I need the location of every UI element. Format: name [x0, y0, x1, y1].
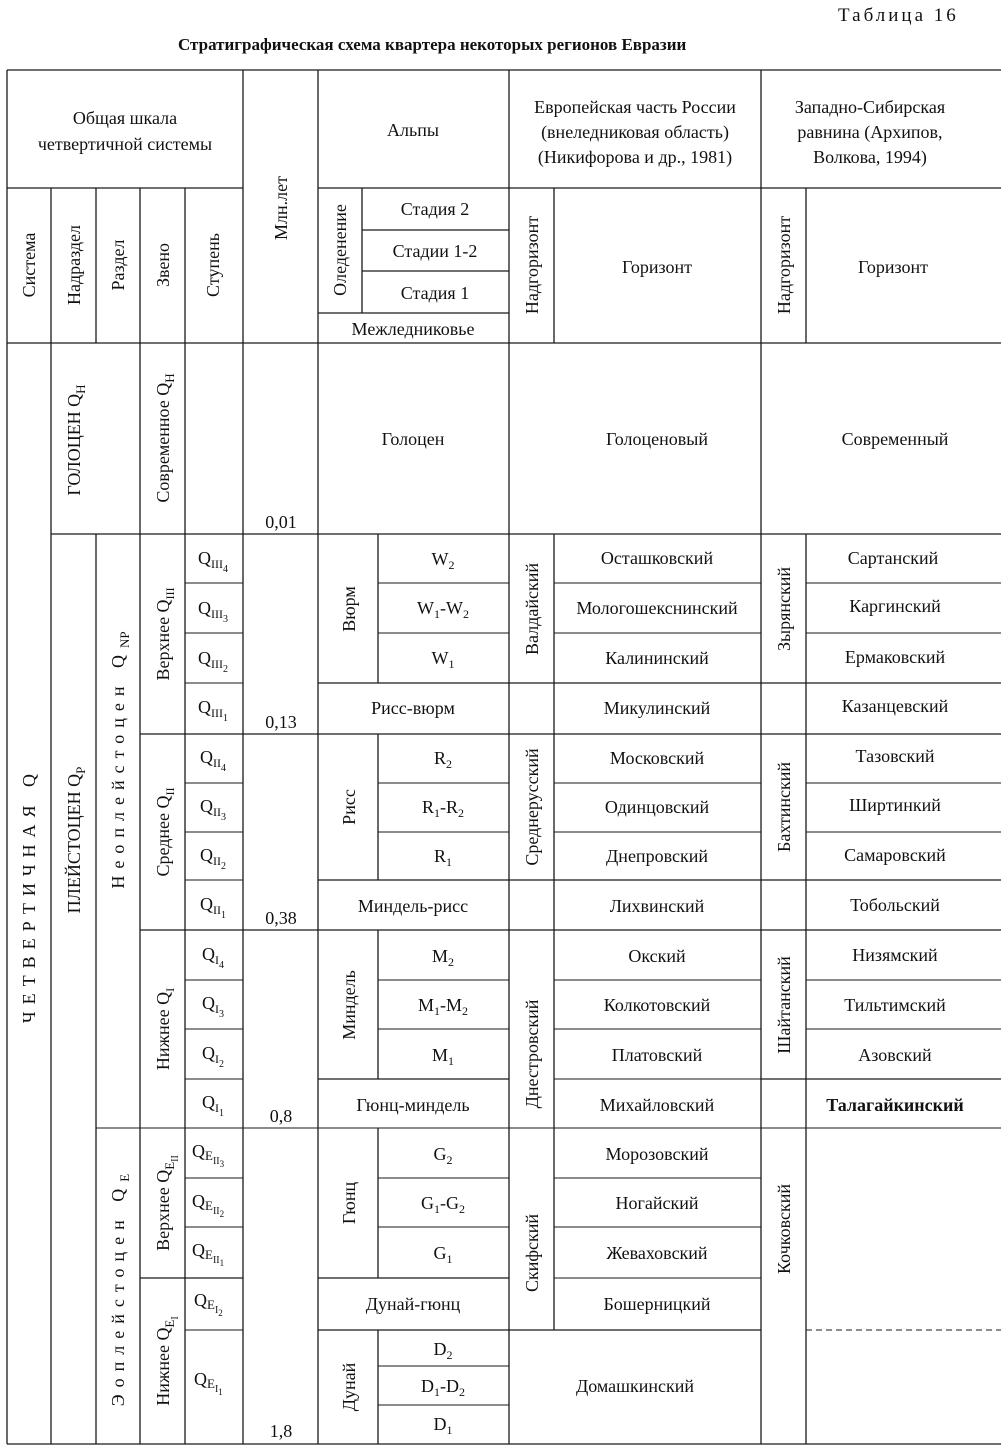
header-general-scale-line1: Общая шкала — [72, 108, 178, 128]
alps-g1: $G_1$ — [433, 1243, 453, 1266]
europe-h-1: Осташковский — [600, 548, 714, 568]
alps-w1: $W_1$ — [431, 648, 455, 671]
header-interglacial: Межледниковье — [351, 319, 475, 339]
alps-m1-m2: $M_1-M_2$ — [417, 995, 469, 1018]
europe-h-15: Жеваховский — [606, 1243, 708, 1263]
wsib-supra-shaitansky: Шайтанский — [774, 956, 794, 1054]
stage-qeii3: $QE_{II}3$ — [192, 1141, 225, 1169]
wsib-h-6: Ширтинкий — [849, 795, 941, 815]
header-glaciation: Оледенение — [330, 204, 350, 296]
system-quaternary: ЧЕТВЕРТИЧНАЯ Q — [19, 766, 39, 1024]
europe-h-7: Днепровский — [606, 846, 708, 866]
wsib-supra-kochkovsky: Кочковский — [774, 1184, 794, 1274]
header-wsib-line1: Западно-Сибирская — [794, 97, 946, 117]
header-myr: Млн.лет — [271, 176, 291, 240]
alps-d1-d2: $D_1-D_2$ — [421, 1376, 465, 1399]
alps-r1-r2: $R_1-R_2$ — [421, 797, 465, 820]
header-link: Звено — [153, 242, 173, 288]
europe-supra-srednerussky: Среднерусский — [522, 748, 542, 866]
alps-riss: Рисс — [339, 789, 359, 825]
header-stage: Ступень — [203, 233, 223, 297]
stage-qeii2: $QE_{II}2$ — [192, 1191, 225, 1219]
header-europe-line1: Европейская часть России — [534, 97, 736, 117]
header-stage-1-2: Стадии 1-2 — [392, 241, 478, 261]
stage-qiii4: $Q_{III4}$ — [198, 548, 228, 575]
header-europe-line2: (внеледниковая область) — [541, 122, 729, 142]
europe-supra-dnestrovsky: Днестровский — [522, 999, 542, 1109]
table-caption: Таблица 16 — [838, 5, 959, 26]
europe-h-6: Одинцовский — [604, 797, 710, 817]
stage-qei1: $QE_I1$ — [194, 1369, 223, 1397]
age-0-13: 0,13 — [265, 712, 297, 732]
link-middle: Среднее $Q_{II}$ — [153, 787, 177, 877]
wsib-h-0: Современный — [841, 429, 949, 449]
alps-r2: $R_2$ — [433, 748, 453, 771]
wsib-h-9: Низямский — [852, 945, 938, 965]
wsib-h-12: Талагайкинский — [826, 1095, 964, 1115]
header-stage-1: Стадия 1 — [400, 283, 470, 303]
stage-column — [192, 548, 228, 1397]
alps-w1-w2: $W_1-W_2$ — [417, 598, 469, 621]
wsib-h-2: Каргинский — [849, 596, 941, 616]
europe-h-13: Морозовский — [605, 1144, 709, 1164]
stage-qiii2: $Q_{III2}$ — [198, 648, 228, 675]
europe-supra-valdai: Валдайский — [522, 563, 542, 655]
alps-danube: Дунай — [339, 1362, 359, 1412]
alps-g1-g2: $G_1-G_2$ — [421, 1193, 465, 1216]
header-supersection: Надраздел — [64, 224, 84, 306]
europe-h-4: Микулинский — [603, 698, 711, 718]
table-title: Стратиграфическая схема квартера некоторых регионов Евразии — [178, 35, 687, 54]
alps-mindel-riss: Миндель-рисс — [357, 896, 469, 916]
stage-qii3: $Q_{II3}$ — [200, 796, 226, 823]
wsib-h-11: Азовский — [858, 1045, 932, 1065]
europe-h-0: Голоценовый — [605, 429, 709, 449]
header-stage-2: Стадия 2 — [400, 199, 470, 219]
stage-qii1: $Q_{II1}$ — [200, 894, 226, 921]
wsib-h-7: Самаровский — [844, 845, 946, 865]
wsib-h-10: Тильтимский — [844, 995, 946, 1015]
europe-h-9: Окский — [628, 946, 686, 966]
age-0-01: 0,01 — [265, 512, 297, 532]
alps-d2: $D_2$ — [433, 1339, 453, 1362]
alps-r1: $R_1$ — [433, 846, 453, 869]
stage-qei2: $QE_I2$ — [194, 1290, 223, 1318]
wsib-supra-zyryansky: Зырянский — [774, 566, 794, 652]
alps-danube-gunz: Дунай-гюнц — [365, 1294, 461, 1314]
europe-h-10: Колкотовский — [603, 995, 711, 1015]
europe-h-17: Домашкинский — [575, 1376, 695, 1396]
alps-m2: $M_2$ — [431, 946, 455, 969]
stage-qi4: $Q_{I4}$ — [202, 944, 224, 971]
link-lower: Нижнее $Q_I$ — [153, 987, 177, 1071]
alps-d1: $D_1$ — [433, 1414, 453, 1437]
header-wsib-line2: равнина (Архипов, — [797, 122, 943, 142]
link-eo-lower: Нижнее $Q_{EI}$ — [153, 1316, 181, 1406]
eopleistocene-label: Эоплейстоцен $Q_E$ — [108, 1173, 132, 1407]
wsib-h-8: Тобольский — [850, 895, 940, 915]
header-general-scale-line2: четвертичной системы — [37, 134, 213, 154]
alps-riss-wurm: Рисс-вюрм — [371, 698, 455, 718]
europe-h-14: Ногайский — [615, 1193, 699, 1213]
holocene-label: ГОЛОЦЕН $Q_H$ — [64, 384, 88, 496]
pleistocene-label: ПЛЕЙСТОЦЕН $Q_P$ — [64, 766, 88, 914]
europe-h-11: Платовский — [611, 1045, 703, 1065]
wsib-h-4: Казанцевский — [841, 696, 949, 716]
header-section: Раздел — [108, 239, 128, 291]
stage-qiii3: $Q_{III3}$ — [198, 598, 228, 625]
wsib-supra-bakhtinsky: Бахтинский — [774, 761, 794, 853]
alps-gunz: Гюнц — [339, 1181, 359, 1225]
age-1-8: 1,8 — [269, 1421, 293, 1441]
stage-qeii1: $QE_{II}1$ — [192, 1240, 225, 1268]
header-wsib-suprahorizon: Надгоризонт — [774, 215, 794, 315]
europe-supra-skifsky: Скифский — [522, 1213, 542, 1293]
europe-h-16: Бошерницкий — [603, 1294, 711, 1314]
header-wsib-line3: Волкова, 1994) — [813, 147, 927, 167]
alps-holocene: Голоцен — [381, 429, 445, 449]
stage-qi2: $Q_{I2}$ — [202, 1043, 224, 1070]
age-0-38: 0,38 — [265, 908, 297, 928]
stage-qii2: $Q_{II2}$ — [200, 845, 226, 872]
europe-h-3: Калининский — [605, 648, 709, 668]
header-system: Система — [19, 232, 39, 298]
alps-g2: $G_2$ — [433, 1144, 453, 1167]
alps-mindel: Миндель — [339, 970, 359, 1040]
neopleistocene-label: Неоплейстоцен $Q_{NP}$ — [108, 631, 132, 889]
link-eo-upper: Верхнее $Q_{EII}$ — [153, 1155, 181, 1251]
europe-h-8: Лихвинский — [609, 896, 705, 916]
stage-qi1: $Q_{I1}$ — [202, 1092, 224, 1119]
alps-wurm: Вюрм — [339, 586, 359, 632]
alps-gunz-mindel: Гюнц-миндель — [356, 1095, 470, 1115]
link-upper: Верхнее $Q_{III}$ — [153, 587, 177, 681]
europe-h-5: Московский — [609, 748, 705, 768]
alps-w2: $W_2$ — [431, 549, 455, 572]
stage-qii4: $Q_{II4}$ — [200, 747, 226, 774]
header-alps: Альпы — [387, 120, 439, 140]
header-wsib-horizon: Горизонт — [858, 257, 928, 277]
wsib-h-3: Ермаковский — [844, 647, 946, 667]
header-europe-horizon: Горизонт — [622, 257, 692, 277]
alps-m1: $M_1$ — [431, 1045, 455, 1068]
stage-qiii1: $Q_{III1}$ — [198, 697, 228, 724]
header-europe-line3: (Никифорова и др., 1981) — [537, 147, 733, 167]
header-europe-suprahorizon: Надгоризонт — [522, 215, 542, 315]
wsib-h-1: Сартанский — [847, 548, 939, 568]
europe-h-12: Михайловский — [599, 1095, 715, 1115]
age-0-8: 0,8 — [269, 1106, 293, 1126]
wsib-h-5: Тазовский — [855, 746, 935, 766]
stage-qi3: $Q_{I3}$ — [202, 993, 224, 1020]
europe-h-2: Мологошекснинский — [576, 598, 738, 618]
link-modern: Современное $Q_H$ — [153, 373, 177, 503]
